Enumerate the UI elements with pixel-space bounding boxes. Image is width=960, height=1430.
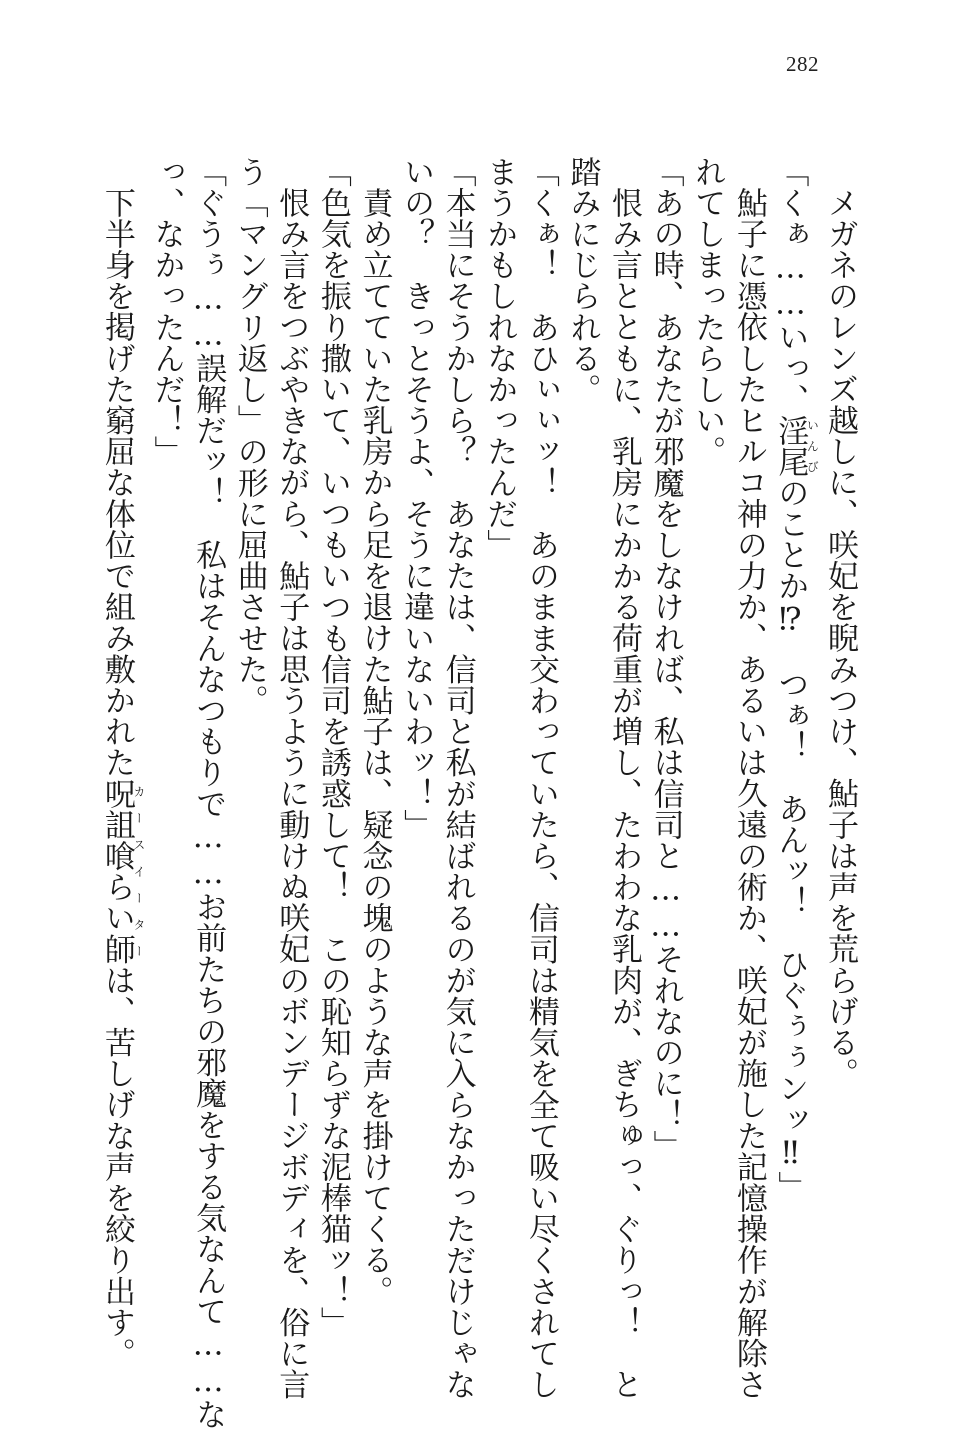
text-line: う「マングリ返し」の形に屈曲させた。 — [231, 156, 268, 716]
text-line: いの？ きっとそうよ、そうに違いないわッ！」 — [398, 156, 435, 841]
text-line: 「くぁ！ あひぃぃッ！ あのまま交わっていたら、信司は精気を全て吸い尽くされてし — [522, 156, 559, 1400]
ruby-annotation: 淫尾いんび — [772, 414, 820, 478]
text-line: 踏みにじられる。 — [564, 156, 601, 405]
text-line: っ、なかったんだ！」 — [148, 156, 185, 467]
text-line: 責め立てていた乳房から足を退けた鮎子は、疑念の塊のような声を掛けてくる。 — [356, 187, 393, 1307]
text-line: 恨み言をつぶやきながら、鮎子は思うように動けぬ咲妃のボンデージボディを、俗に言 — [273, 187, 310, 1400]
text-line: 「本当にそうかしら？ あなたは、信司と私が結ばれるのが気に入らなかっただけじゃな — [439, 156, 476, 1400]
text-line: 「色気を振り撒いて、いつもいつも信司を誘惑して！ この恥知らずな泥棒猫ッ！」 — [314, 156, 351, 1338]
text-line: 「くぁ……いっ、淫尾いんびのことか⁉ つぁ！ あんッ！ ひぐぅぅンッ‼」 — [772, 156, 820, 1203]
text-line: メガネのレンズ越しに、咲妃を睨みつけ、鮎子は声を荒らげる。 — [822, 187, 858, 1089]
text-line: れてしまったらしい。 — [689, 156, 726, 467]
body-text — [98, 156, 860, 1430]
text-line: 「ぐうぅ……誤解だッ！ 私はそんなつもりで……お前たちの邪魔をする気なんて……な — [190, 156, 227, 1430]
text-line: 下半身を掲げた窮屈な体位で組み敷かれた呪詛喰らい師カースイーターは、苦しげな声を絞り出す。 — [98, 187, 146, 1369]
text-line: 恨み言とともに、乳房にかかる荷重が増し、たわわな乳肉が、ぎちゅっ、ぐりっ！ と — [606, 187, 643, 1400]
text-line: 「あの時、あなたが邪魔をしなければ、私は信司と……それなのに！」 — [647, 156, 684, 1162]
ruby-annotation: 呪詛喰らい師カースイーター — [98, 777, 146, 965]
page-number: 282 — [786, 52, 819, 76]
text-line: 鮎子に憑依したヒルコ神の力か、あるいは久遠の術か、咲妃が施した記憶操作が解除さ — [730, 187, 767, 1400]
text-line: まうかもしれなかったんだ」 — [481, 156, 518, 561]
